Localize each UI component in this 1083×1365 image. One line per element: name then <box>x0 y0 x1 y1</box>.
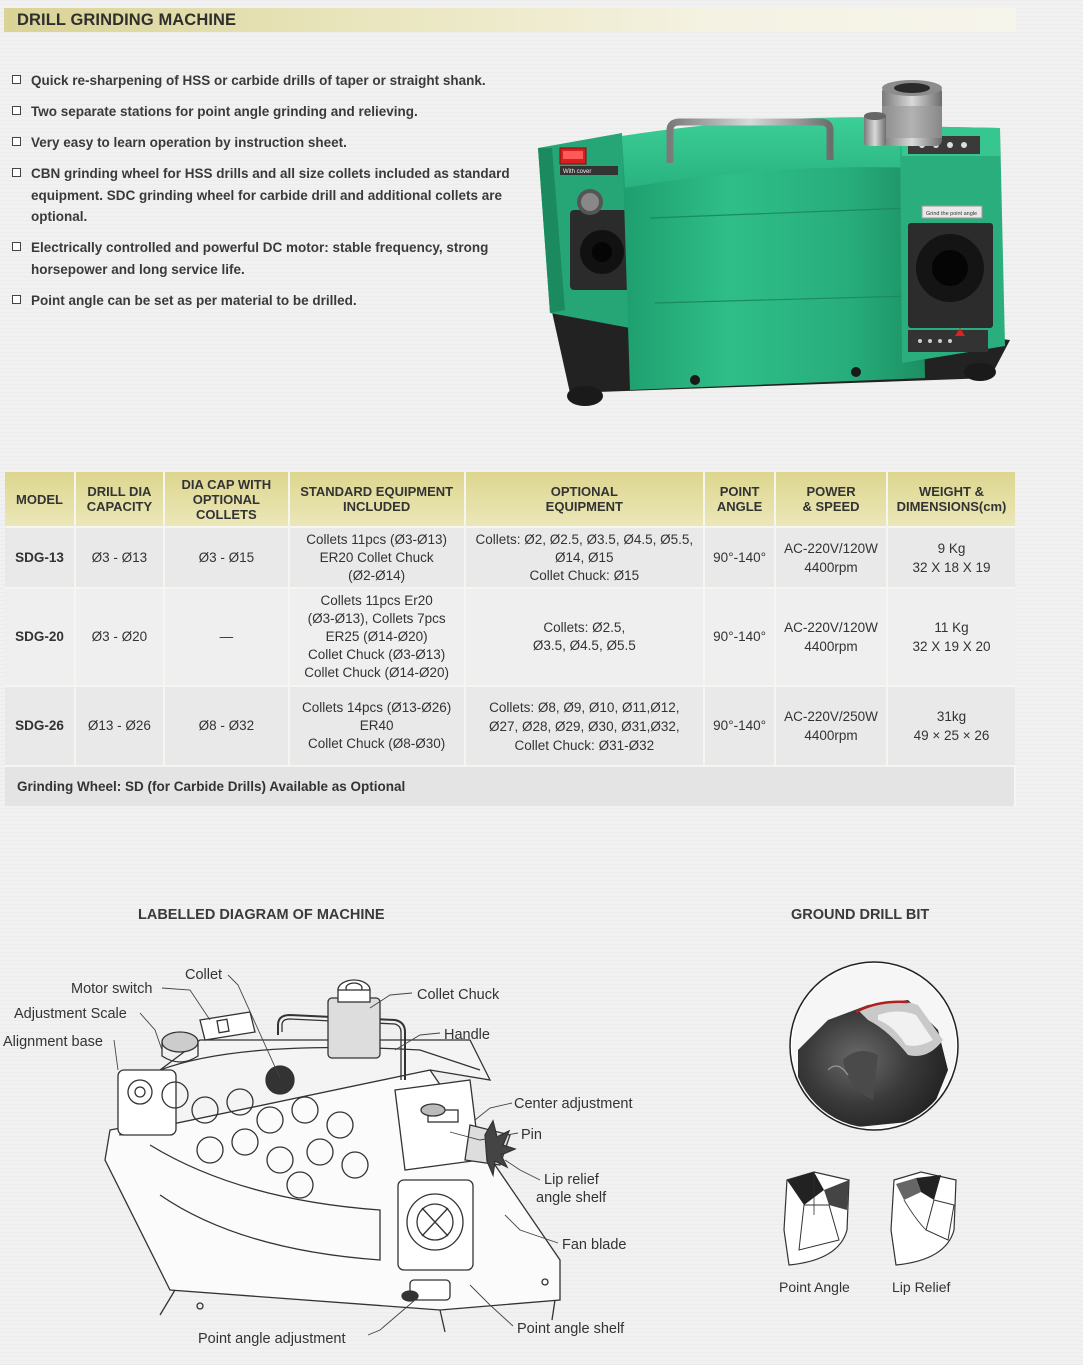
label-collet: Collet <box>185 967 223 983</box>
checkbox-bullet-icon <box>12 242 21 251</box>
checkbox-bullet-icon <box>12 295 21 304</box>
label-plate-text: Grind the point angle <box>926 211 978 217</box>
label-point-angle-adjustment: Point angle adjustment <box>198 1331 346 1347</box>
cell-model: SDG-13 <box>5 527 75 588</box>
checkbox-bullet-icon <box>12 75 21 84</box>
cell-point-angle: 90°-140° <box>704 588 775 686</box>
bit-title: GROUND DRILL BIT <box>791 907 930 923</box>
feature-item: Electrically controlled and powerful DC motor: stable frequency, strong horsepower and long service life. <box>10 237 515 280</box>
label-point-angle-shelf: Point angle shelf <box>517 1321 625 1337</box>
cell-power: AC-220V/120W 4400rpm <box>775 588 887 686</box>
cell-drill-dia: Ø3 - Ø13 <box>75 527 164 588</box>
feature-item: Very easy to learn operation by instruction sheet. <box>10 132 515 154</box>
header-optional-equipment: OPTIONAL EQUIPMENT <box>465 472 705 527</box>
table-header-row <box>5 472 1015 527</box>
label-center-adjustment: Center adjustment <box>514 1096 633 1112</box>
label-fan-blade: Fan blade <box>562 1237 627 1253</box>
header-standard-equipment: STANDARD EQUIPMENT INCLUDED <box>289 472 465 527</box>
caption-lip-relief: Lip Relief <box>892 1279 951 1295</box>
cell-standard-equipment: Collets 11pcs (Ø3-Ø13) ER20 Collet Chuck (Ø2-Ø14) <box>289 527 465 588</box>
cell-dia-cap: Ø3 - Ø15 <box>164 527 289 588</box>
label-lip-relief: Lip relief <box>544 1172 599 1188</box>
cell-point-angle: 90°-140° <box>704 686 775 766</box>
cell-model: SDG-26 <box>5 686 75 766</box>
label-alignment-base: Alignment base <box>3 1034 103 1050</box>
label-collet-chuck: Collet Chuck <box>417 987 500 1003</box>
feature-item: Point angle can be set as per material to be drilled. <box>10 290 515 312</box>
cell-dia-cap: Ø8 - Ø32 <box>164 686 289 766</box>
cell-dia-cap: — <box>164 588 289 686</box>
table-row <box>5 527 1015 588</box>
label-motor-switch: Motor switch <box>71 981 153 997</box>
label-adjustment-scale: Adjustment Scale <box>14 1006 127 1022</box>
header-drill-dia: DRILL DIA CAPACITY <box>75 472 164 527</box>
feature-item: Quick re-sharpening of HSS or carbide drills of taper or straight shank. <box>10 70 515 92</box>
cell-point-angle: 90°-140° <box>704 527 775 588</box>
checkbox-bullet-icon <box>12 106 21 115</box>
cell-weight: 11 Kg 32 X 19 X 20 <box>887 588 1015 686</box>
feature-item: CBN grinding wheel for HSS drills and all size collets included as standard equipment. SDC grinding wheel for carbide drill and additional collets are optional. <box>10 163 515 228</box>
label-pin: Pin <box>521 1127 542 1143</box>
machine-photo <box>530 78 1018 418</box>
feature-list <box>10 70 515 321</box>
caption-point-angle: Point Angle <box>779 1279 850 1295</box>
header-model: MODEL <box>5 472 75 527</box>
cell-weight: 31kg 49 × 25 × 26 <box>887 686 1015 766</box>
table-row <box>5 686 1015 766</box>
table-note-row <box>5 766 1015 806</box>
cell-drill-dia: Ø13 - Ø26 <box>75 686 164 766</box>
checkbox-bullet-icon <box>12 168 21 177</box>
feature-item: Two separate stations for point angle grinding and relieving. <box>10 101 515 123</box>
table-row <box>5 588 1015 686</box>
drill-bit-photo <box>788 960 960 1132</box>
cell-model: SDG-20 <box>5 588 75 686</box>
label-lip-relief-line2: angle shelf <box>536 1190 607 1206</box>
cell-drill-dia: Ø3 - Ø20 <box>75 588 164 686</box>
cell-optional-equipment: Collets: Ø8, Ø9, Ø10, Ø11,Ø12, Ø27, Ø28, Ø29, Ø30, Ø31,Ø32, Collet Chuck: Ø31-Ø32 <box>465 686 705 766</box>
title-bar <box>4 8 1016 32</box>
cell-standard-equipment: Collets 14pcs (Ø13-Ø26) ER40 Collet Chuck (Ø8-Ø30) <box>289 686 465 766</box>
header-point-angle: POINT ANGLE <box>704 472 775 527</box>
labelled-diagram <box>0 960 660 1355</box>
page-title: DRILL GRINDING MACHINE <box>17 11 237 29</box>
cell-power: AC-220V/120W 4400rpm <box>775 527 887 588</box>
header-weight: WEIGHT & DIMENSIONS(cm) <box>887 472 1015 527</box>
header-dia-cap: DIA CAP WITH OPTIONAL COLLETS <box>164 472 289 527</box>
table-note: Grinding Wheel: SD (for Carbide Drills) Available as Optional <box>5 766 1015 806</box>
spec-table <box>5 472 1016 806</box>
cell-optional-equipment: Collets: Ø2, Ø2.5, Ø3.5, Ø4.5, Ø5.5, Ø14, Ø15 Collet Chuck: Ø15 <box>465 527 705 588</box>
cell-standard-equipment: Collets 11pcs Er20 (Ø3-Ø13), Collets 7pcs ER25 (Ø14-Ø20) Collet Chuck (Ø3-Ø13) Collet Chuck (Ø14-Ø20) <box>289 588 465 686</box>
header-power: POWER & SPEED <box>775 472 887 527</box>
checkbox-bullet-icon <box>12 137 21 146</box>
cell-power: AC-220V/250W 4400rpm <box>775 686 887 766</box>
cell-optional-equipment: Collets: Ø2.5, Ø3.5, Ø4.5, Ø5.5 <box>465 588 705 686</box>
lip-relief-bit-illustration <box>886 1170 961 1270</box>
label-handle: Handle <box>444 1027 490 1043</box>
diagram-title: LABELLED DIAGRAM OF MACHINE <box>138 907 385 923</box>
switch-label: With cover <box>563 169 592 175</box>
cell-weight: 9 Kg 32 X 18 X 19 <box>887 527 1015 588</box>
point-angle-bit-illustration <box>779 1170 854 1270</box>
